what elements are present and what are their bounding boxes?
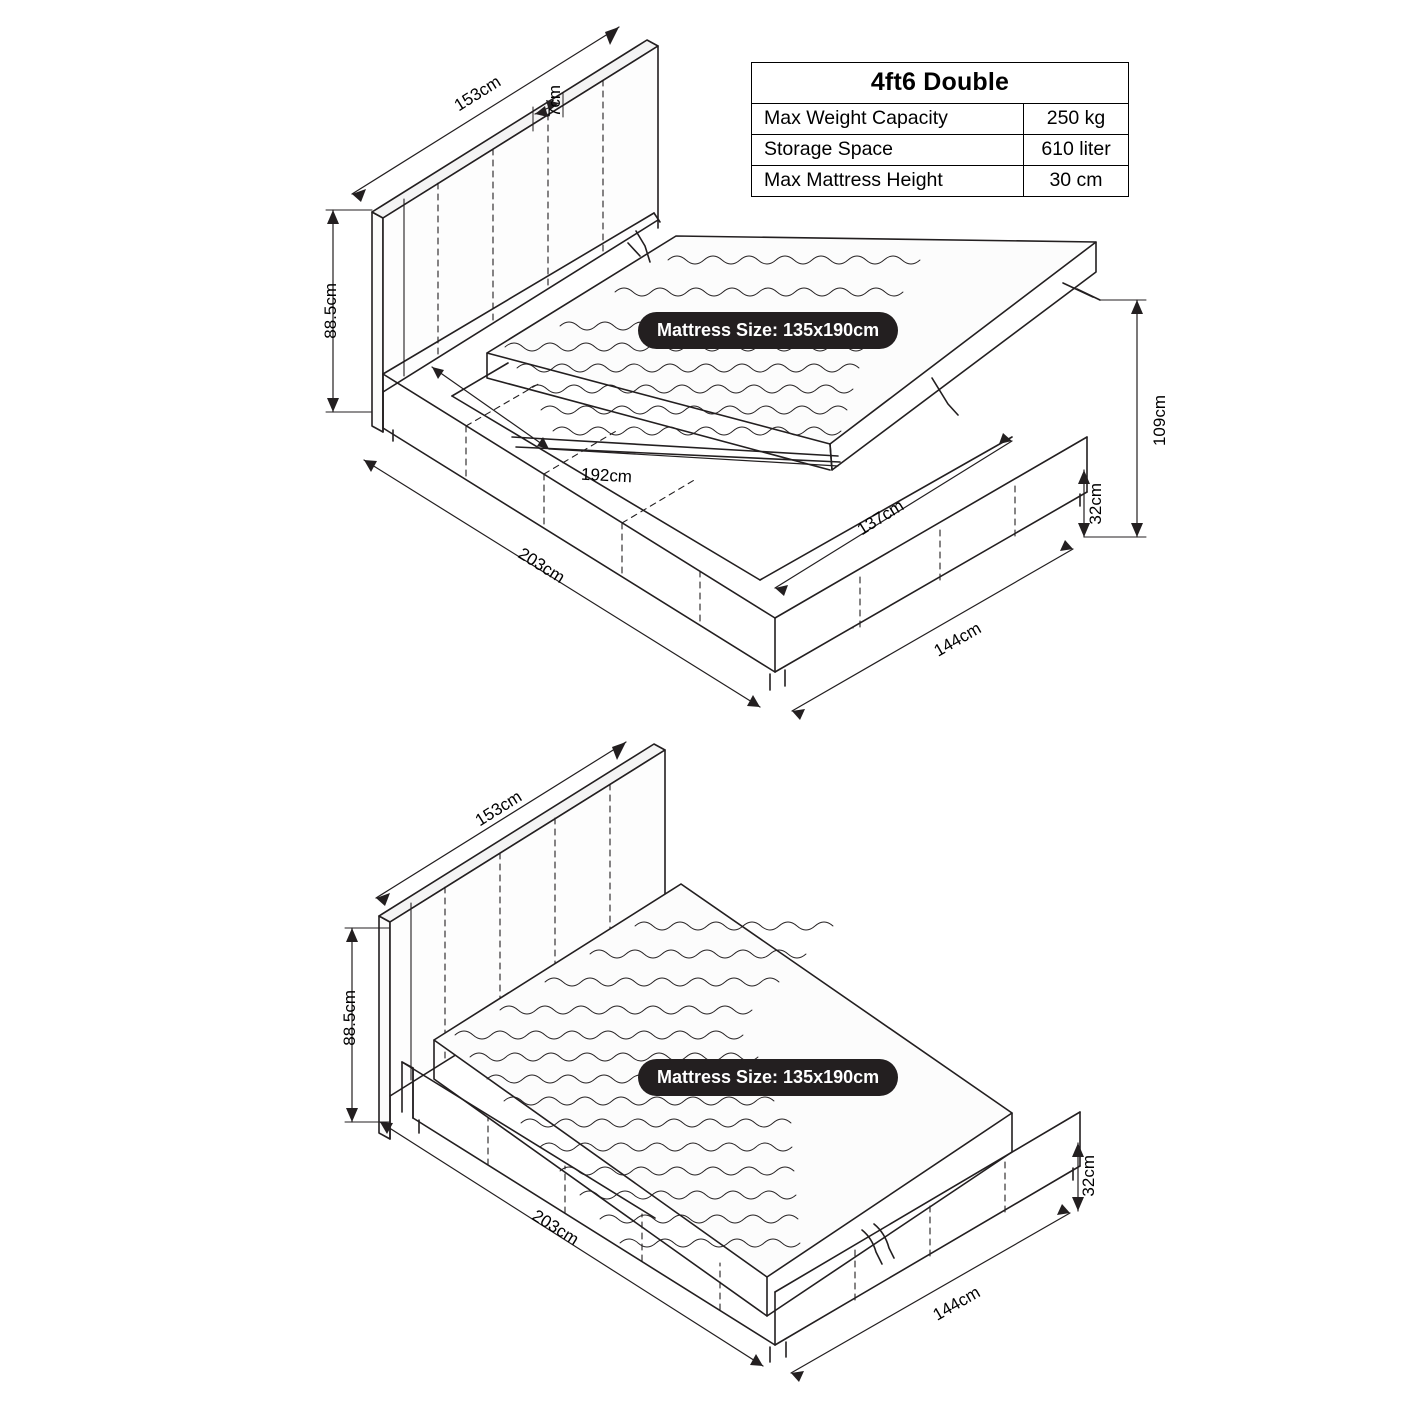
spec-table-title: 4ft6 Double [752,63,1128,104]
spec-label: Storage Space [752,135,1024,165]
dim-label-headboard-height-bottom: 88.5cm [340,990,359,1046]
dim-label-headboard-height-top: 88.5cm [321,283,340,339]
spec-label: Max Mattress Height [752,166,1024,196]
dim-label-base-height-top: 32cm [1086,483,1105,525]
spec-row-storage-space [752,135,1128,166]
dim-label-base-length-top: 203cm [514,543,569,588]
dim-label-base-width-top: 144cm [930,618,985,661]
dim-label-headboard-width-bottom: 153cm [471,786,526,831]
spec-row-max-weight-capacity [752,104,1128,135]
dim-label-base-length-bottom: 203cm [528,1205,583,1250]
dim-label-interior-width-top: 137cm [853,495,908,540]
spec-row-max-mattress-height [752,166,1128,196]
spec-value: 250 kg [1046,107,1106,129]
dim-label-headboard-width-top: 153cm [450,71,505,116]
spec-value: 30 cm [1049,169,1103,191]
spec-label: Max Weight Capacity [752,104,1024,134]
dim-label-open-height-top: 109cm [1150,395,1169,447]
dim-label-base-width-bottom: 144cm [929,1282,984,1325]
spec-value: 610 liter [1041,138,1111,160]
dim-label-headboard-thickness-top: 7cm [545,85,564,118]
spec-table [751,62,1129,197]
mattress-size-badge-bottom: Mattress Size: 135x190cm [638,1059,898,1096]
dim-label-base-height-bottom: 32cm [1079,1155,1098,1197]
dim-label-interior-length-top: 192cm [580,464,633,487]
mattress-size-badge-top: Mattress Size: 135x190cm [638,312,898,349]
